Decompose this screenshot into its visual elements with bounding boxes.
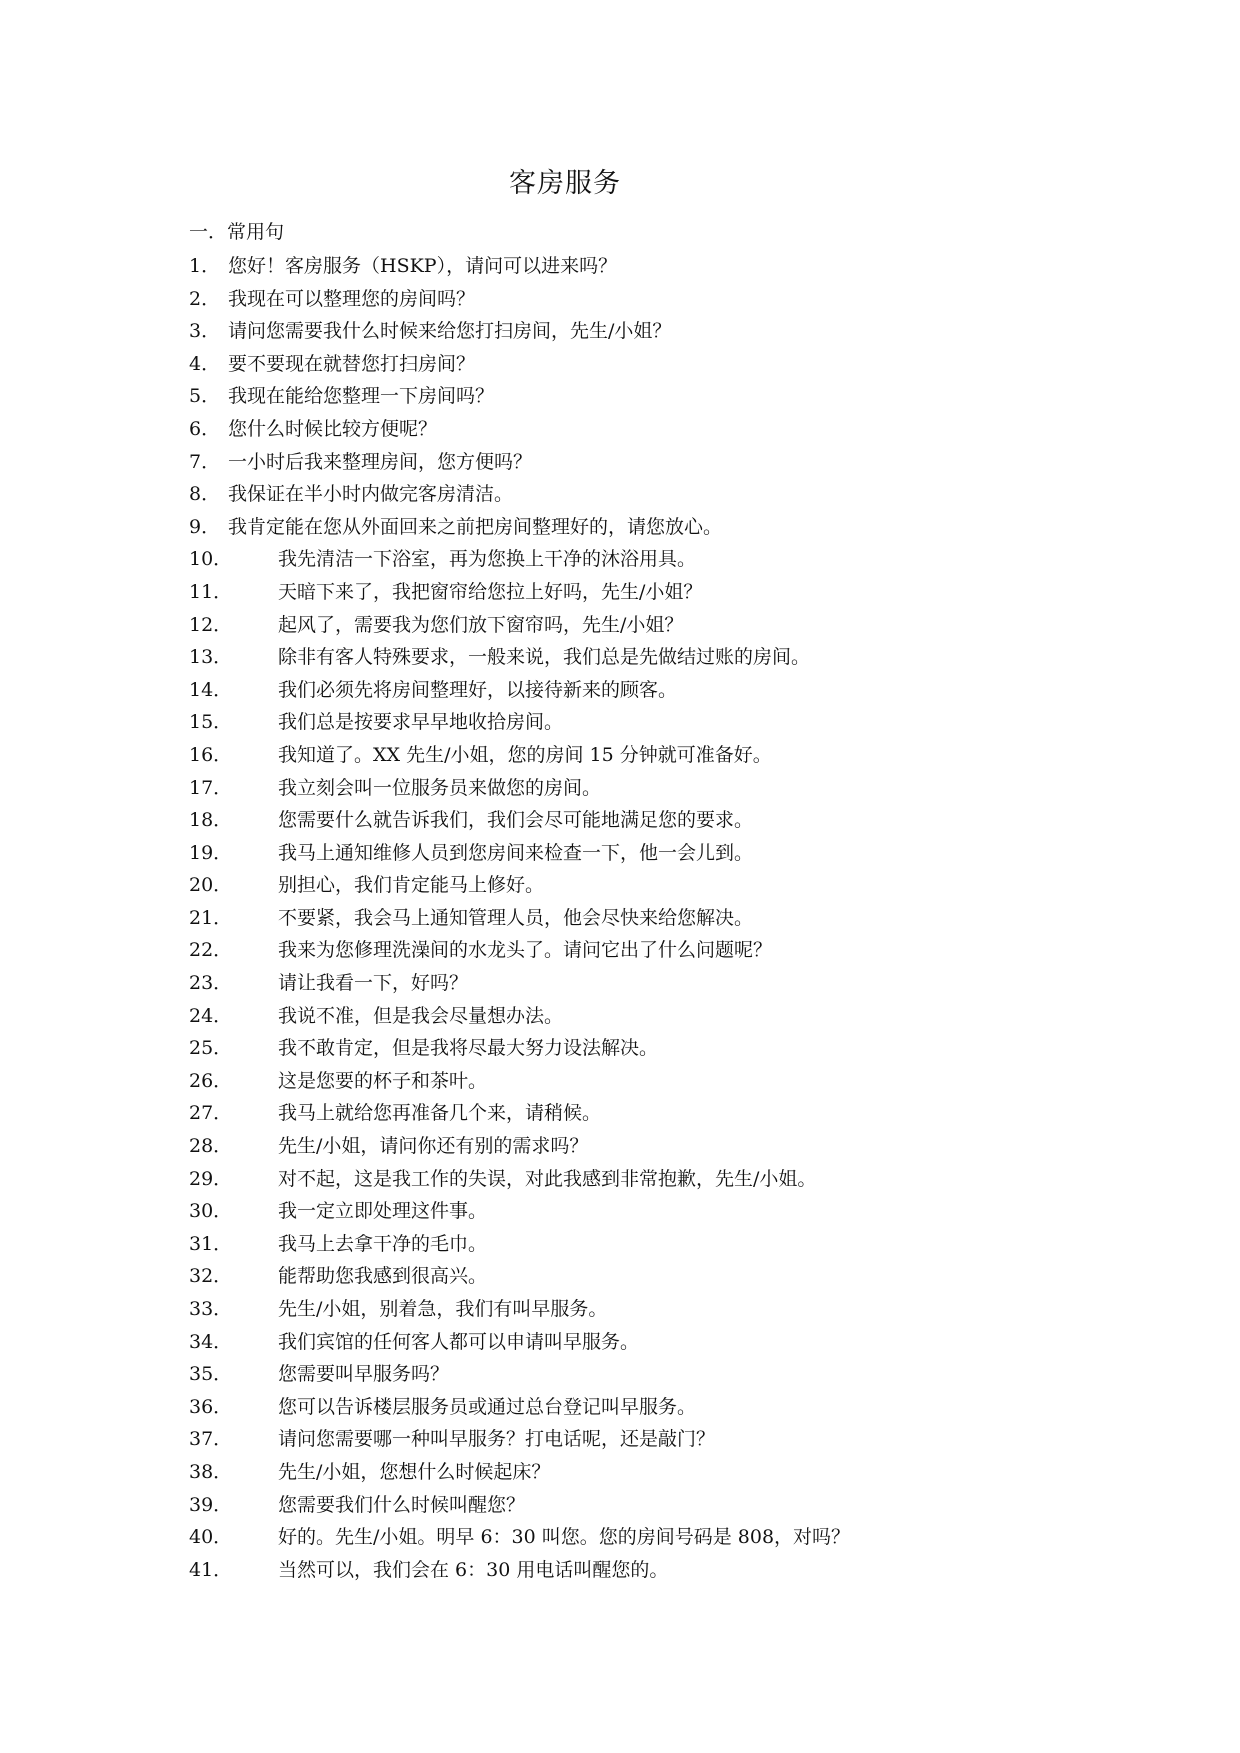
sentence-number: 25． bbox=[189, 1037, 233, 1060]
sentence-text: 您什么时候比较方便呢？ bbox=[228, 417, 438, 440]
sentence-text: 您好！客房服务（HSKP），请问可以进来吗？ bbox=[228, 255, 618, 277]
sentence-item bbox=[189, 674, 850, 707]
sentence-item bbox=[189, 1000, 850, 1033]
sentence-text: 不要紧，我会马上通知管理人员，他会尽快来给您解决。 bbox=[278, 906, 754, 929]
sentence-item bbox=[189, 1554, 850, 1587]
sentence-text: 能帮助您我感到很高兴。 bbox=[278, 1265, 488, 1288]
sentence-item bbox=[189, 1489, 850, 1522]
sentence-text: 我说不准，但是我会尽量想办法。 bbox=[278, 1004, 564, 1027]
sentence-text: 我来为您修理洗澡间的水龙头了。请问它出了什么问题呢？ bbox=[278, 939, 773, 962]
sentence-number: 3． bbox=[189, 320, 221, 343]
sentence-text: 要不要现在就替您打扫房间？ bbox=[228, 352, 476, 375]
sentence-number: 33． bbox=[189, 1298, 233, 1320]
sentence-number: 21． bbox=[189, 906, 233, 929]
sentence-item bbox=[189, 1423, 850, 1456]
sentence-item bbox=[189, 413, 850, 446]
sentence-item bbox=[189, 576, 850, 609]
sentence-item bbox=[189, 315, 850, 348]
sentence-item bbox=[189, 739, 850, 772]
sentence-text: 先生/小姐，别着急，我们有叫早服务。 bbox=[278, 1298, 608, 1320]
sentence-text: 这是您要的杯子和茶叶。 bbox=[278, 1069, 488, 1092]
sentence-number: 30． bbox=[189, 1200, 233, 1223]
sentence-item bbox=[189, 1391, 850, 1424]
sentence-text: 我们宾馆的任何客人都可以申请叫早服务。 bbox=[278, 1330, 640, 1353]
sentence-item bbox=[189, 1032, 850, 1065]
sentence-number: 36． bbox=[189, 1395, 233, 1418]
sentence-text: 对不起，这是我工作的失误，对此我感到非常抱歉，先生/小姐。 bbox=[278, 1167, 817, 1190]
sentence-item bbox=[189, 1163, 850, 1196]
sentence-list bbox=[189, 250, 850, 1586]
sentence-number: 40． bbox=[189, 1526, 233, 1549]
sentence-number: 41． bbox=[189, 1558, 233, 1581]
page-title: 客房服务 bbox=[509, 168, 621, 199]
sentence-number: 13． bbox=[189, 646, 233, 669]
sentence-item bbox=[189, 1228, 850, 1261]
sentence-text: 我马上去拿干净的毛巾。 bbox=[278, 1232, 488, 1255]
sentence-item bbox=[189, 869, 850, 902]
sentence-item bbox=[189, 250, 850, 283]
sentence-number: 16． bbox=[189, 743, 233, 766]
sentence-item bbox=[189, 934, 850, 967]
sentence-number: 5． bbox=[189, 385, 221, 408]
sentence-text: 除非有客人特殊要求，一般来说，我们总是先做结过账的房间。 bbox=[278, 646, 811, 669]
sentence-number: 28． bbox=[189, 1135, 233, 1158]
sentence-item bbox=[189, 1456, 850, 1489]
sentence-text: 天暗下来了，我把窗帘给您拉上好吗，先生/小姐？ bbox=[278, 580, 703, 603]
sentence-item bbox=[189, 706, 850, 739]
sentence-text: 我立刻会叫一位服务员来做您的房间。 bbox=[278, 776, 602, 799]
sentence-item bbox=[189, 1195, 850, 1228]
sentence-text: 您可以告诉楼层服务员或通过总台登记叫早服务。 bbox=[278, 1395, 697, 1418]
sentence-item bbox=[189, 1065, 850, 1098]
sentence-text: 先生/小姐，请问你还有别的需求吗？ bbox=[278, 1135, 589, 1158]
sentence-number: 15． bbox=[189, 711, 233, 734]
sentence-number: 26． bbox=[189, 1069, 233, 1092]
sentence-text: 别担心，我们肯定能马上修好。 bbox=[278, 874, 545, 897]
sentence-number: 18． bbox=[189, 809, 233, 832]
sentence-number: 9． bbox=[189, 515, 221, 538]
sentence-number: 34． bbox=[189, 1330, 233, 1353]
sentence-number: 24． bbox=[189, 1004, 233, 1027]
sentence-number: 2． bbox=[189, 287, 221, 310]
sentence-text: 我马上通知维修人员到您房间来检查一下，他一会儿到。 bbox=[278, 841, 754, 864]
sentence-number: 23． bbox=[189, 972, 233, 995]
sentence-item bbox=[189, 478, 850, 511]
sentence-number: 10． bbox=[189, 548, 233, 571]
sentence-text: 请问您需要哪一种叫早服务？打电话呢，还是敲门？ bbox=[278, 1428, 716, 1451]
sentence-number: 37． bbox=[189, 1428, 233, 1451]
sentence-number: 14． bbox=[189, 678, 233, 701]
sentence-item bbox=[189, 967, 850, 1000]
sentence-text: 请问您需要我什么时候来给您打扫房间，先生/小姐？ bbox=[228, 320, 672, 343]
sentence-number: 6． bbox=[189, 417, 221, 440]
sentence-text: 我先清洁一下浴室，再为您换上干净的沐浴用具。 bbox=[278, 548, 697, 571]
sentence-number: 32． bbox=[189, 1265, 233, 1288]
sentence-text: 我一定立即处理这件事。 bbox=[278, 1200, 488, 1223]
sentence-item bbox=[189, 804, 850, 837]
sentence-item bbox=[189, 837, 850, 870]
sentence-text: 您需要我们什么时候叫醒您？ bbox=[278, 1493, 526, 1516]
sentence-number: 17． bbox=[189, 776, 233, 799]
sentence-text: 您需要什么就告诉我们，我们会尽可能地满足您的要求。 bbox=[278, 809, 754, 832]
sentence-text: 我知道了。XX 先生/小姐，您的房间 15 分钟就可准备好。 bbox=[278, 743, 772, 766]
sentence-item bbox=[189, 283, 850, 316]
sentence-item bbox=[189, 772, 850, 805]
sentence-number: 35． bbox=[189, 1363, 233, 1386]
sentence-item bbox=[189, 1260, 850, 1293]
sentence-text: 我们总是按要求早早地收拾房间。 bbox=[278, 711, 564, 734]
sentence-text: 好的。先生/小姐。明早 6：30 叫您。您的房间号码是 808，对吗？ bbox=[278, 1526, 851, 1549]
sentence-text: 我现在可以整理您的房间吗？ bbox=[228, 287, 476, 310]
sentence-number: 31． bbox=[189, 1232, 233, 1255]
sentence-item bbox=[189, 1326, 850, 1359]
sentence-item bbox=[189, 1097, 850, 1130]
sentence-number: 1． bbox=[189, 255, 221, 277]
sentence-text: 先生/小姐，您想什么时候起床？ bbox=[278, 1460, 551, 1483]
sentence-text: 我保证在半小时内做完客房清洁。 bbox=[228, 483, 514, 506]
sentence-item bbox=[189, 511, 850, 544]
sentence-text: 我现在能给您整理一下房间吗？ bbox=[228, 385, 495, 408]
section-heading: 一．常用句 bbox=[189, 221, 285, 243]
sentence-number: 29． bbox=[189, 1167, 233, 1190]
sentence-text: 我马上就给您再准备几个来，请稍候。 bbox=[278, 1102, 602, 1125]
sentence-item bbox=[189, 1521, 850, 1554]
sentence-number: 20． bbox=[189, 874, 233, 897]
sentence-number: 22． bbox=[189, 939, 233, 962]
sentence-text: 起风了，需要我为您们放下窗帘吗，先生/小姐？ bbox=[278, 613, 684, 636]
sentence-number: 27． bbox=[189, 1102, 233, 1125]
sentence-text: 请让我看一下，好吗？ bbox=[278, 972, 469, 995]
sentence-number: 8． bbox=[189, 483, 221, 506]
sentence-number: 4． bbox=[189, 352, 221, 375]
sentence-text: 一小时后我来整理房间，您方便吗？ bbox=[228, 450, 533, 473]
sentence-item bbox=[189, 902, 850, 935]
sentence-text: 我们必须先将房间整理好，以接待新来的顾客。 bbox=[278, 678, 678, 701]
sentence-number: 38． bbox=[189, 1460, 233, 1483]
sentence-text: 我不敢肯定，但是我将尽最大努力设法解决。 bbox=[278, 1037, 659, 1060]
sentence-number: 39． bbox=[189, 1493, 233, 1516]
sentence-number: 12． bbox=[189, 613, 233, 636]
sentence-item bbox=[189, 1130, 850, 1163]
sentence-item bbox=[189, 609, 850, 642]
sentence-item bbox=[189, 348, 850, 381]
sentence-item bbox=[189, 1358, 850, 1391]
sentence-item bbox=[189, 380, 850, 413]
sentence-item bbox=[189, 1293, 850, 1326]
sentence-item bbox=[189, 543, 850, 576]
sentence-text: 您需要叫早服务吗？ bbox=[278, 1363, 450, 1386]
sentence-number: 11． bbox=[189, 580, 233, 603]
sentence-number: 7． bbox=[189, 450, 221, 473]
sentence-item bbox=[189, 641, 850, 674]
sentence-text: 我肯定能在您从外面回来之前把房间整理好的，请您放心。 bbox=[228, 515, 723, 538]
sentence-number: 19． bbox=[189, 841, 233, 864]
sentence-text: 当然可以，我们会在 6：30 用电话叫醒您的。 bbox=[278, 1558, 669, 1581]
sentence-item bbox=[189, 446, 850, 479]
